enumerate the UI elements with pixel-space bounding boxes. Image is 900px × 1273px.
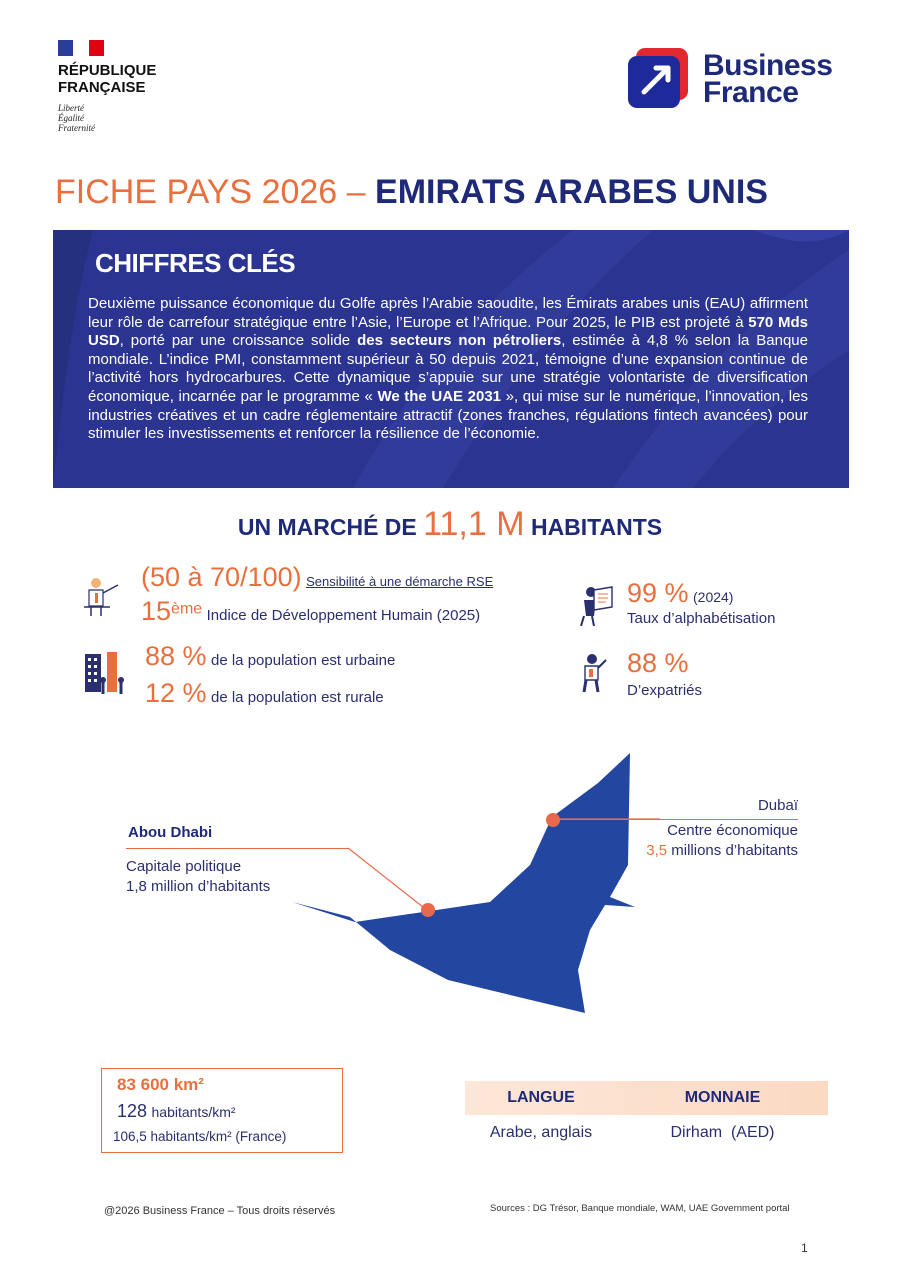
dubai-name: Dubaï [757, 797, 798, 814]
dubai-marker [546, 813, 560, 827]
area-card [101, 1068, 343, 1153]
expat-label: D’expatriés [627, 682, 703, 699]
density-stat: 128 habitants/km² [117, 1101, 236, 1121]
rse-stat [141, 562, 493, 592]
rse-label: Sensibilité à une démarche RSE [306, 574, 494, 589]
copyright-notice: @2026 Business France – Tous droits réservés [104, 1205, 336, 1217]
republique-francaise-wordmark: RÉPUBLIQUE FRANÇAISE [58, 62, 157, 96]
business-france-logo-icon [628, 48, 688, 108]
reading-person-icon [578, 584, 616, 626]
literacy-value: 99 % [627, 578, 689, 608]
language-value: Arabe, anglais [489, 1124, 593, 1141]
currency-heading: MONNAIE [684, 1089, 761, 1106]
hdi-stat: 15ème Indice de Développement Humain (2025) [141, 596, 481, 626]
business-france-wordmark: Business France [703, 49, 833, 109]
rural-value: 12 % [145, 678, 207, 708]
currency-value: Dirham (AED) [670, 1124, 775, 1141]
literacy-stat [627, 578, 733, 608]
rural-stat [145, 678, 384, 708]
dubai-info: Centre économique 3,5 millions d’habitants [646, 822, 798, 859]
abu-dhabi-name: Abou Dhabi [128, 824, 213, 841]
urban-stat [145, 641, 395, 671]
dubai-divider [560, 819, 798, 820]
key-figures-paragraph: Deuxième puissance économique du Golfe après l’Arabie saoudite, les Émirats arabes unis (EAU) affirment leur rôle de carrefour stratégique entre l’Asie, l’Europe et l’Afrique. Pour 2025, le PIB est projeté à 570 Mds USD, porté par une croissance solide des secteurs non pétroliers, estimée à 4,8 % selon la Banque mondiale. L’indice PMI, constamment supérieur à 50 depuis 2021, témoigne d’une expansion continue de l’activité hors hydrocarbures. Cette dynamique s’appuie sur une stratégie volontariste de diversification économique, incarnée par le programme « We the UAE 2031 », qui mise sur le numérique, l’innovation, les industries créatives et un cadre réglementaire attractif (zones franches, régulations fintech avancées) pour stimuler les investissements et renforcer la résilience de l’économie. [88, 295, 808, 443]
republic-motto: Liberté Égalité Fraternité [58, 103, 95, 133]
hdi-rank: 15 [141, 596, 172, 626]
rural-label: de la population est rurale [211, 689, 384, 706]
language-heading: LANGUE [507, 1089, 575, 1106]
sources-note: Sources : DG Trésor, Banque mondiale, WAM, UAE Government portal [490, 1203, 790, 1214]
expat-value: 88 % [627, 648, 689, 678]
key-figures-heading: CHIFFRES CLÉS [95, 248, 296, 278]
marianne-flag-logo [58, 40, 104, 56]
city-buildings-icon [83, 650, 125, 698]
abu-dhabi-info: Capitale politique 1,8 million d’habitants [126, 858, 271, 895]
literacy-year: (2024) [693, 589, 734, 605]
literacy-label: Taux d’alphabétisation [627, 610, 776, 627]
urban-label: de la population est urbaine [211, 652, 396, 669]
page-number: 1 [801, 1241, 808, 1255]
abu-dhabi-divider [126, 848, 348, 849]
page-title: FICHE PAYS 2026 – EMIRATS ARABES UNIS [55, 173, 768, 211]
area-value: 83 600 km² [117, 1075, 204, 1094]
france-density: 106,5 habitants/km² (France) [113, 1129, 287, 1144]
hdi-label: Indice de Développement Humain (2025) [206, 607, 481, 624]
urban-value: 88 % [145, 641, 207, 671]
abu-dhabi-marker [421, 903, 435, 917]
rse-value: (50 à 70/100) [141, 562, 302, 592]
traveller-icon [580, 652, 610, 694]
uae-map [280, 745, 660, 1020]
market-size-heading: UN MARCHÉ DE 11,1 M HABITANTS [237, 505, 663, 543]
uae-territory-shape [292, 753, 635, 1013]
teacher-icon [80, 575, 124, 619]
